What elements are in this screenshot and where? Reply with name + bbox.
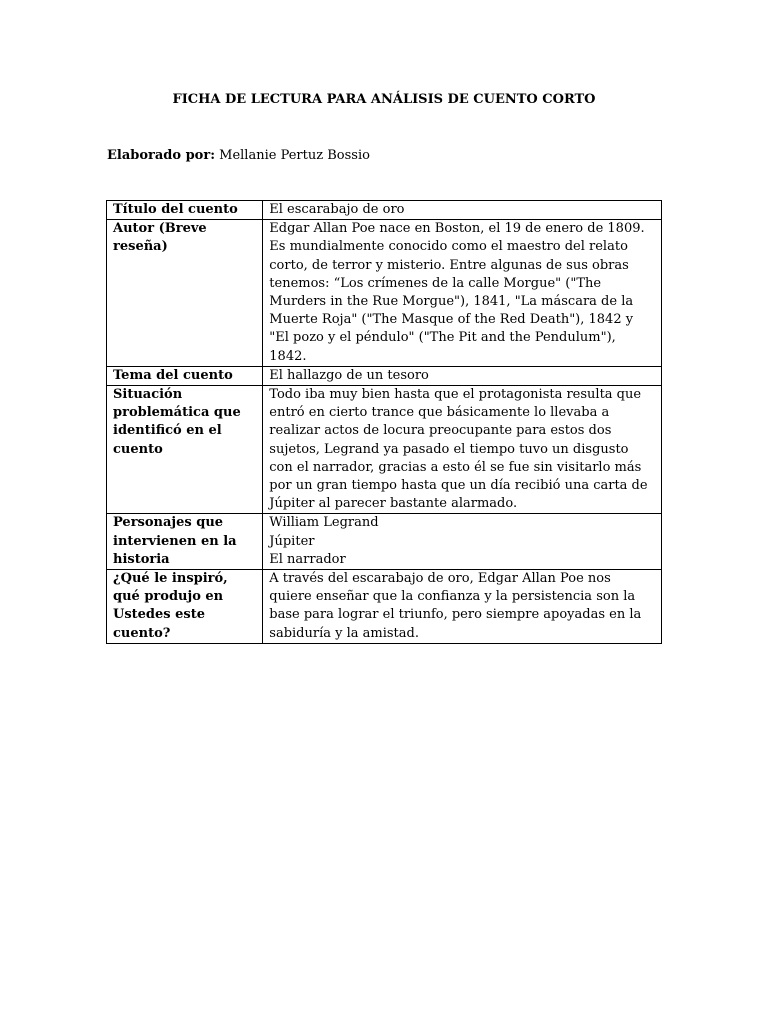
table-row — [107, 386, 662, 514]
reading-sheet-table — [106, 200, 662, 644]
row-label-theme: Tema del cuento — [107, 366, 263, 385]
row-value-problem: Todo iba muy bien hasta que el protagonista resulta que entró en cierto trance que básicamente lo llevaba a realizar actos de locura preocupante para estos dos sujetos, Legrand ya pasado el tiempo tuvo un disgusto con el narrador, gracias a esto él se fue sin visitarlo más por un gran tiempo hasta que un día recibió una carta de Júpiter al parecer bastante alarmado. — [263, 386, 662, 514]
author-line — [107, 148, 370, 163]
character-item: William Legrand — [269, 515, 379, 531]
table-row — [107, 366, 662, 385]
character-item: El narrador — [269, 551, 346, 567]
row-label-author: Autor (Breve reseña) — [107, 220, 263, 367]
row-value-author: Edgar Allan Poe nace en Boston, el 19 de enero de 1809. Es mundialmente conocido como el maestro del relato corto, de terror y misterio. Entre algunas de sus obras tenemos: “Los crímenes de la calle Morgue" ("The Murders in the Rue Morgue"), 1841, "La máscara de la Muerte Roja" ("The Masque of the Red Death"), 1842 y "El pozo y el péndulo" ("The Pit and the Pendulum"), 1842. — [263, 220, 662, 367]
row-value-characters — [263, 514, 662, 570]
row-label-problem: Situación problemática que identificó en el cuento — [107, 386, 263, 514]
row-value-title: El escarabajo de oro — [263, 201, 662, 220]
character-item: Júpiter — [269, 533, 315, 549]
table-row — [107, 220, 662, 367]
author-name: Mellanie Pertuz Bossio — [219, 148, 370, 163]
table-row — [107, 201, 662, 220]
author-label: Elaborado por: — [107, 148, 215, 163]
table-row — [107, 514, 662, 570]
row-label-inspiration: ¿Qué le inspiró, qué produjo en Ustedes este cuento? — [107, 570, 263, 644]
row-label-characters: Personajes que intervienen en la historia — [107, 514, 263, 570]
row-label-title: Título del cuento — [107, 201, 263, 220]
document-title: FICHA DE LECTURA PARA ANÁLISIS DE CUENTO CORTO — [172, 92, 596, 107]
table-row — [107, 570, 662, 644]
row-value-inspiration: A través del escarabajo de oro, Edgar Allan Poe nos quiere enseñar que la confianza y la persistencia son la base para lograr el triunfo, pero siempre apoyadas en la sabiduría y la amistad. — [263, 570, 662, 644]
row-value-theme: El hallazgo de un tesoro — [263, 366, 662, 385]
